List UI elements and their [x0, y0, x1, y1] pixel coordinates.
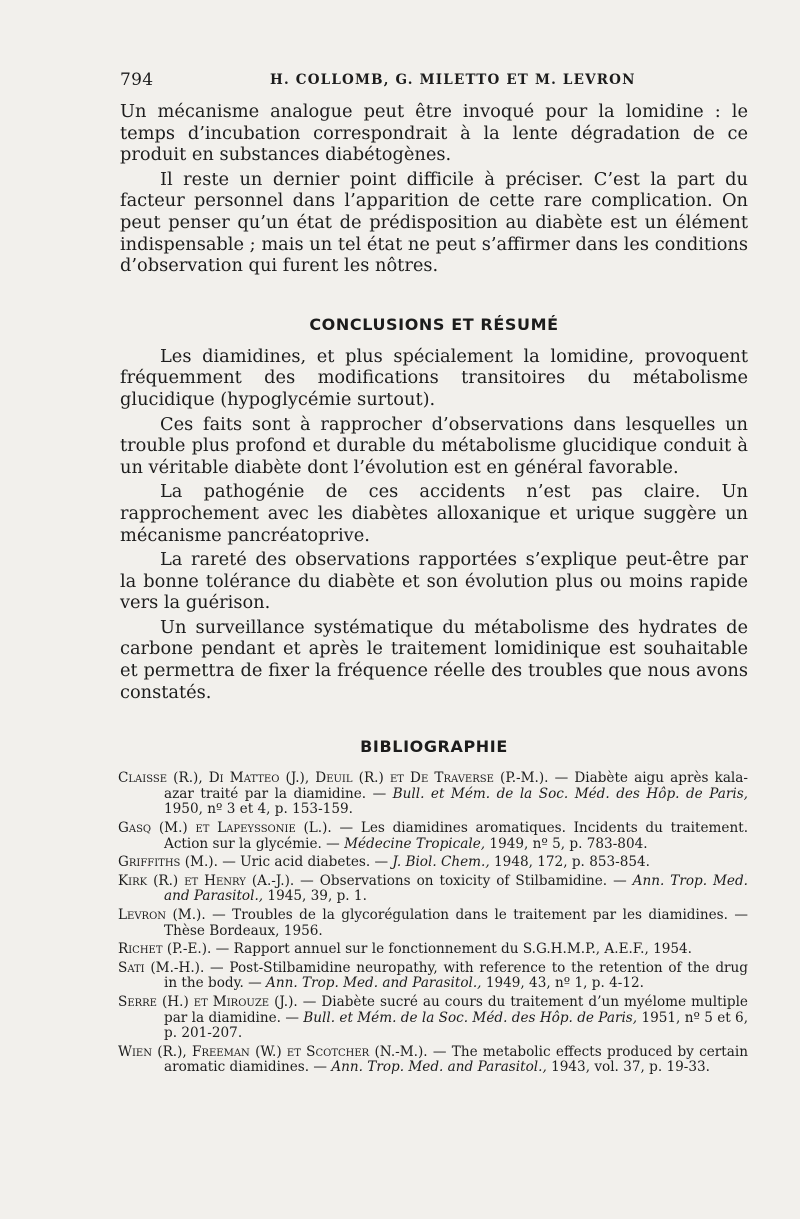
bibliography-entry [118, 942, 748, 958]
page-header [120, 70, 750, 92]
ref-source: Ann. Trop. Med. and Parasitol., [164, 872, 748, 905]
ref-authors: Gasq (M.) et Lapeyssonie (L.). [118, 820, 332, 837]
ref-source: Bull. et Mém. de la Soc. Méd. des Hôp. de Paris, [392, 785, 748, 802]
ref-authors: Claisse (R.), Di Matteo (J.), Deuil (R.) et De Traverse (P.-M.). [118, 770, 549, 787]
bibliography-entry [118, 821, 748, 852]
ref-tail: 1949, nº 5, p. 783-804. [485, 835, 648, 852]
ref-authors: Levron (M.). [118, 907, 206, 923]
ref-source: Médecine Tropicale, [344, 835, 486, 852]
ref-text: — Les diamidines aromatiques. Incidents du traitement. Action sur la glycémie. — [164, 820, 749, 852]
ref-authors: Kirk (R.) et Henry (A.-J.). [118, 872, 295, 889]
conclusions-heading: CONCLUSIONS ET RÉSUMÉ [309, 314, 559, 334]
ref-text: — The metabolic effects produced by certain aromatic diamidines. — [164, 1043, 748, 1076]
ref-tail: 1945, 39, p. 1. [263, 888, 367, 905]
ref-source: Ann. Trop. Med. and Parasitol., [331, 1059, 547, 1076]
running-title: H. COLLOMB, G. MILETTO ET M. LEVRON [270, 72, 636, 88]
bibliography-entry [118, 855, 748, 871]
paragraph-1: Un mécanisme analogue peut être invoqué pour la lomidine : le temps d’incubation correspondrait à la lente dégradation de ce produit en substances diabétogènes. [120, 101, 748, 166]
ref-tail: 1949, 43, nº 1, p. 4-12. [481, 975, 644, 992]
bibliography-entry [118, 995, 748, 1042]
page-body [120, 101, 748, 1079]
ref-authors: Sati (M.-H.). [118, 959, 205, 976]
bibliography-entry [118, 908, 748, 939]
page-number: 794 [120, 70, 154, 90]
bibliography-entry [118, 961, 748, 992]
conclusion-paragraph: Ces faits sont à rapprocher d’observations dans lesquelles un trouble plus profond et durable du métabolisme glucidique conduit à un véritable diabète dont l’évolution est en général favorable. [120, 413, 748, 478]
ref-authors: Wien (R.), Freeman (W.) et Scotcher (N.-M.). [118, 1043, 428, 1060]
bibliography-entry [118, 771, 748, 818]
ref-text: — Uric acid diabetes. — [217, 854, 393, 871]
ref-text: — Diabète aigu après kala-azar traité par la diamidine. — [164, 770, 748, 802]
ref-source: Ann. Trop. Med. and Parasitol., [266, 975, 482, 992]
ref-authors: Richet (P.-E.). [118, 941, 212, 958]
bibliography-heading: BIBLIOGRAPHIE [360, 737, 508, 757]
bibliography-list [118, 771, 748, 1076]
conclusion-paragraph: La rareté des observations rapportées s’explique peut-être par la bonne tolérance du diabète et son évolution plus ou moins rapide vers la guérison. [120, 549, 748, 614]
bibliography-entry [118, 874, 748, 905]
bibliography-entry [118, 1045, 748, 1076]
conclusion-paragraph: Les diamidines, et plus spécialement la lomidine, provoquent fréquemment des modifications transitoires du métabolisme glucidique (hypoglycémie surtout). [120, 345, 748, 410]
ref-tail: 1948, 172, p. 853-854. [489, 854, 651, 871]
ref-tail: 1943, vol. 37, p. 19-33. [546, 1059, 710, 1076]
ref-text: — Diabète sucré au cours du traitement d’un myélome multiple par la diamidine. — [164, 993, 748, 1026]
ref-text: — Troubles de la glycorégulation dans le traitement par les diamidines. — Thèse Bordeaux, 1956. [164, 907, 748, 939]
ref-text: — Post-Stilbamidine neuropathy, with reference to the retention of the drug in the body. — [164, 959, 748, 992]
ref-source: J. Biol. Chem., [392, 854, 490, 871]
ref-tail: 1950, nº 3 et 4, p. 153-159. [164, 801, 353, 818]
ref-text: — Observations on toxicity of Stilbamidine. — [294, 872, 633, 889]
ref-source: Bull. et Mém. de la Soc. Méd. des Hôp. de Paris, [303, 1009, 638, 1026]
ref-authors: Griffiths (M.). [118, 854, 218, 871]
ref-text: — Rapport annuel sur le fonctionnement du S.G.H.M.P., A.E.F., 1954. [211, 941, 693, 958]
paragraph-2: Il reste un dernier point difficile à préciser. C’est la part du facteur personnel dans l’apparition de cette rare complication. On peut penser qu’un état de prédisposition au diabète est un élément indispensable ; mais un tel état ne peut s’affirmer dans les conditions d’observation qui furent les nôtres. [120, 168, 748, 277]
conclusion-paragraph: Un surveillance systématique du métabolisme des hydrates de carbone pendant et après le traitement lomidinique est souhaitable et permettra de fixer la fréquence réelle des troubles que nous avons constatés. [120, 616, 748, 703]
conclusion-paragraph: La pathogénie de ces accidents n’est pas claire. Un rapprochement avec les diabètes alloxanique et urique suggère un mécanisme pancréatoprive. [120, 481, 748, 546]
ref-authors: Serre (H.) et Mirouze (J.). [118, 993, 298, 1010]
ref-tail: 1951, nº 5 et 6, p. 201-207. [164, 1009, 749, 1042]
